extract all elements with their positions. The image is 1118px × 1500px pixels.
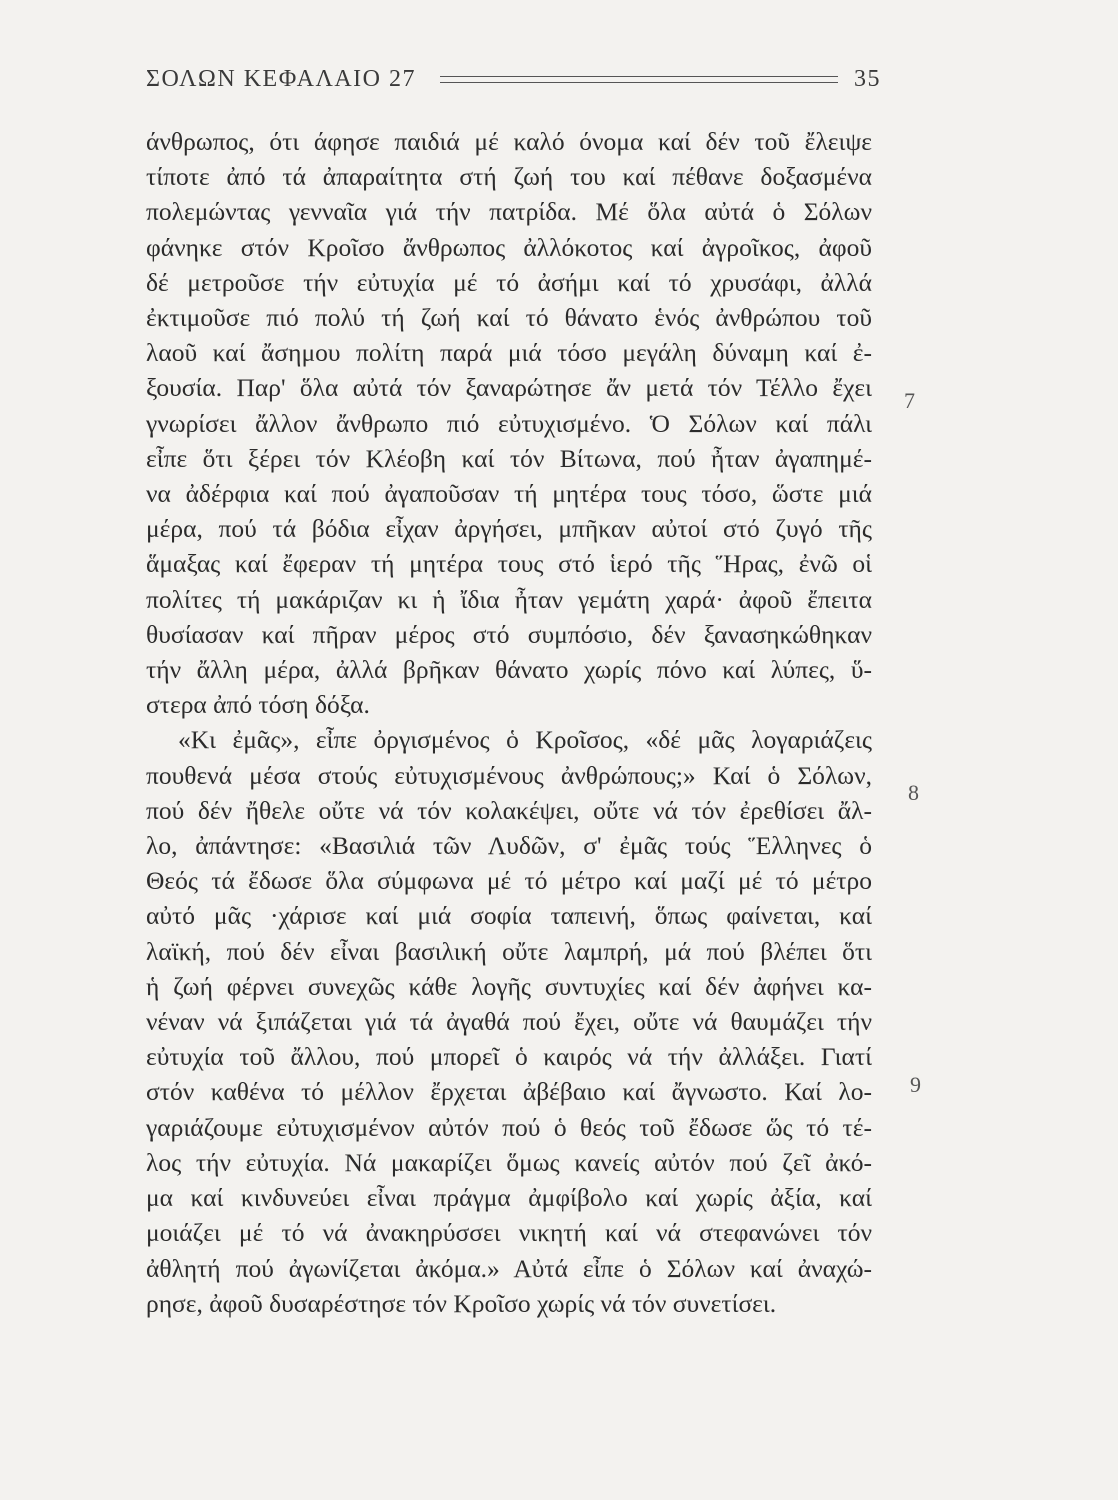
text-line: να ἀδέρφια καί πού ἀγαποῦσαν τή μητέρα τους τόσο, ὥστε μιά	[146, 479, 872, 509]
text-line: λο, ἀπάντησε: «Βασιλιά τῶν Λυδῶν, σ' ἐμᾶς τούς Ἕλληνες ὁ	[146, 831, 872, 861]
text-line: εἶπε ὅτι ξέρει τόν Κλέοβη καί τόν Βίτωνα, πού ἦταν ἀγαπημέ-	[146, 443, 872, 473]
text-line: Θεός τά ἔδωσε ὅλα σύμφωνα μέ τό μέτρο καί μαζί μέ τό μέτρο	[146, 866, 872, 896]
margin-section-number: 8	[908, 780, 919, 805]
text-line: άνθρωπος, ότι άφησε παιδιά μέ καλό όνομα καί δέν τοῦ ἔλειψε	[146, 127, 872, 156]
text-line: λος τήν εὐτυχία. Νά μακαρίζει ὅμως κανείς αὐτόν πού ζεῖ ἀκό-	[146, 1147, 872, 1177]
text-line: γαριάζουμε εὐτυχισμένον αὐτόν πού ὁ θεός τοῦ ἔδωσε ὥς τό τέ-	[146, 1112, 872, 1142]
text-line: μοιάζει μέ τό νά ἀνακηρύσσει νικητή καί νά στεφανώνει τόν	[146, 1218, 872, 1248]
paragraph-2	[146, 722, 872, 1320]
text-line: ἡ ζωή φέρνει συνεχῶς κάθε λογῆς συντυχίες καί δέν ἀφήνει κα-	[146, 971, 872, 1001]
text-line: ρησε, ἀφοῦ δυσαρέστησε τόν Κροῖσο χωρίς νά τόν συνετίσει.	[146, 1288, 777, 1318]
text-line: μα καί κινδυνεύει εἶναι πράγμα ἀμφίβολο καί χωρίς ἀξία, καί	[146, 1183, 872, 1213]
text-line: αὐτό μᾶς ·χάρισε καί μιά σοφία ταπεινή, ὅπως φαίνεται, καί	[146, 901, 872, 931]
header-rule	[440, 76, 838, 83]
margin-section-number: 7	[904, 388, 915, 413]
text-line: «Κι ἐμᾶς», εἶπε ὀργισμένος ὁ Κροῖσος, «δέ μᾶς λογαριάζεις	[178, 725, 872, 755]
text-line: μέρα, πού τά βόδια εἶχαν ἀργήσει, μπῆκαν αὐτοί στό ζυγό τῆς	[146, 514, 872, 544]
text-line: ξουσία. Παρ' ὅλα αὐτά τόν ξαναρώτησε ἄν μετά τόν Τέλλο ἔχει	[146, 373, 872, 403]
body-text	[146, 124, 872, 1321]
text-line: ἀθλητή πού ἀγωνίζεται ἀκόμα.» Αὐτά εἶπε ὁ Σόλων καί ἀναχώ-	[146, 1253, 872, 1283]
text-line: λαοῦ καί ἄσημου πολίτη παρά μιά τόσο μεγάλη δύναμη καί ἐ-	[146, 338, 872, 368]
text-line: πολεμώντας γενναῖα γιά τήν πατρίδα. Μέ ὅλα αὐτά ὁ Σόλων	[146, 197, 872, 227]
text-line: πού δέν ἤθελε οὔτε νά τόν κολακέψει, οὔτε νά τόν ἐρεθίσει ἄλ-	[146, 795, 872, 825]
margin-section-number: 9	[910, 1072, 921, 1097]
text-line: γνωρίσει ἄλλον ἄνθρωπο πιό εὐτυχισμένο. Ὁ Σόλων καί πάλι	[146, 408, 872, 438]
text-line: τίποτε ἀπό τά ἀπαραίτητα στή ζωή του καί πέθανε δοξασμένα	[146, 162, 872, 192]
text-line: νέναν νά ξιπάζεται γιά τά ἀγαθά πού ἔχει, οὔτε νά θαυμάζει τήν	[146, 1007, 872, 1037]
paragraph-1	[146, 124, 872, 722]
text-line: εὐτυχία τοῦ ἄλλου, πού μπορεῖ ὁ καιρός νά τήν ἀλλάξει. Γιατί	[146, 1042, 872, 1072]
text-line: ἐκτιμοῦσε πιό πολύ τή ζωή καί τό θάνατο ἑνός ἀνθρώπου τοῦ	[146, 303, 872, 333]
text-line: στόν καθένα τό μέλλον ἔρχεται ἀβέβαιο καί ἄγνωστο. Καί λο-	[146, 1077, 872, 1107]
text-line: φάνηκε στόν Κροῖσο ἄνθρωπος ἀλλόκοτος καί ἀγροῖκος, ἀφοῦ	[146, 232, 872, 262]
running-header	[146, 62, 881, 96]
text-line: τήν ἄλλη μέρα, ἀλλά βρῆκαν θάνατο χωρίς πόνο καί λύπες, ὕ-	[146, 655, 872, 685]
text-line: δέ μετροῦσε τήν εὐτυχία μέ τό ἀσήμι καί τό χρυσάφι, ἀλλά	[146, 267, 872, 297]
text-line: ἅμαξας καί ἔφεραν τή μητέρα τους στό ἱερό τῆς Ἥρας, ἐνῶ οἱ	[146, 549, 872, 579]
text-line: λαϊκή, πού δέν εἶναι βασιλική οὔτε λαμπρή, μά πού βλέπει ὅτι	[146, 936, 872, 966]
running-title: ΣΟΛΩΝ ΚΕΦΑΛΑΙΟ 27	[146, 65, 416, 92]
page-number: 35	[854, 65, 881, 92]
text-line: πολίτες τή μακάριζαν κι ἡ ἴδια ἦταν γεμάτη χαρά· ἀφοῦ ἔπειτα	[146, 584, 872, 614]
text-line: πουθενά μέσα στούς εὐτυχισμένους ἀνθρώπους;» Καί ὁ Σόλων,	[146, 760, 872, 790]
text-line: στερα ἀπό τόση δόξα.	[146, 690, 370, 720]
text-line: θυσίασαν καί πῆραν μέρος στό συμπόσιο, δέν ξανασηκώθηκαν	[146, 619, 872, 649]
